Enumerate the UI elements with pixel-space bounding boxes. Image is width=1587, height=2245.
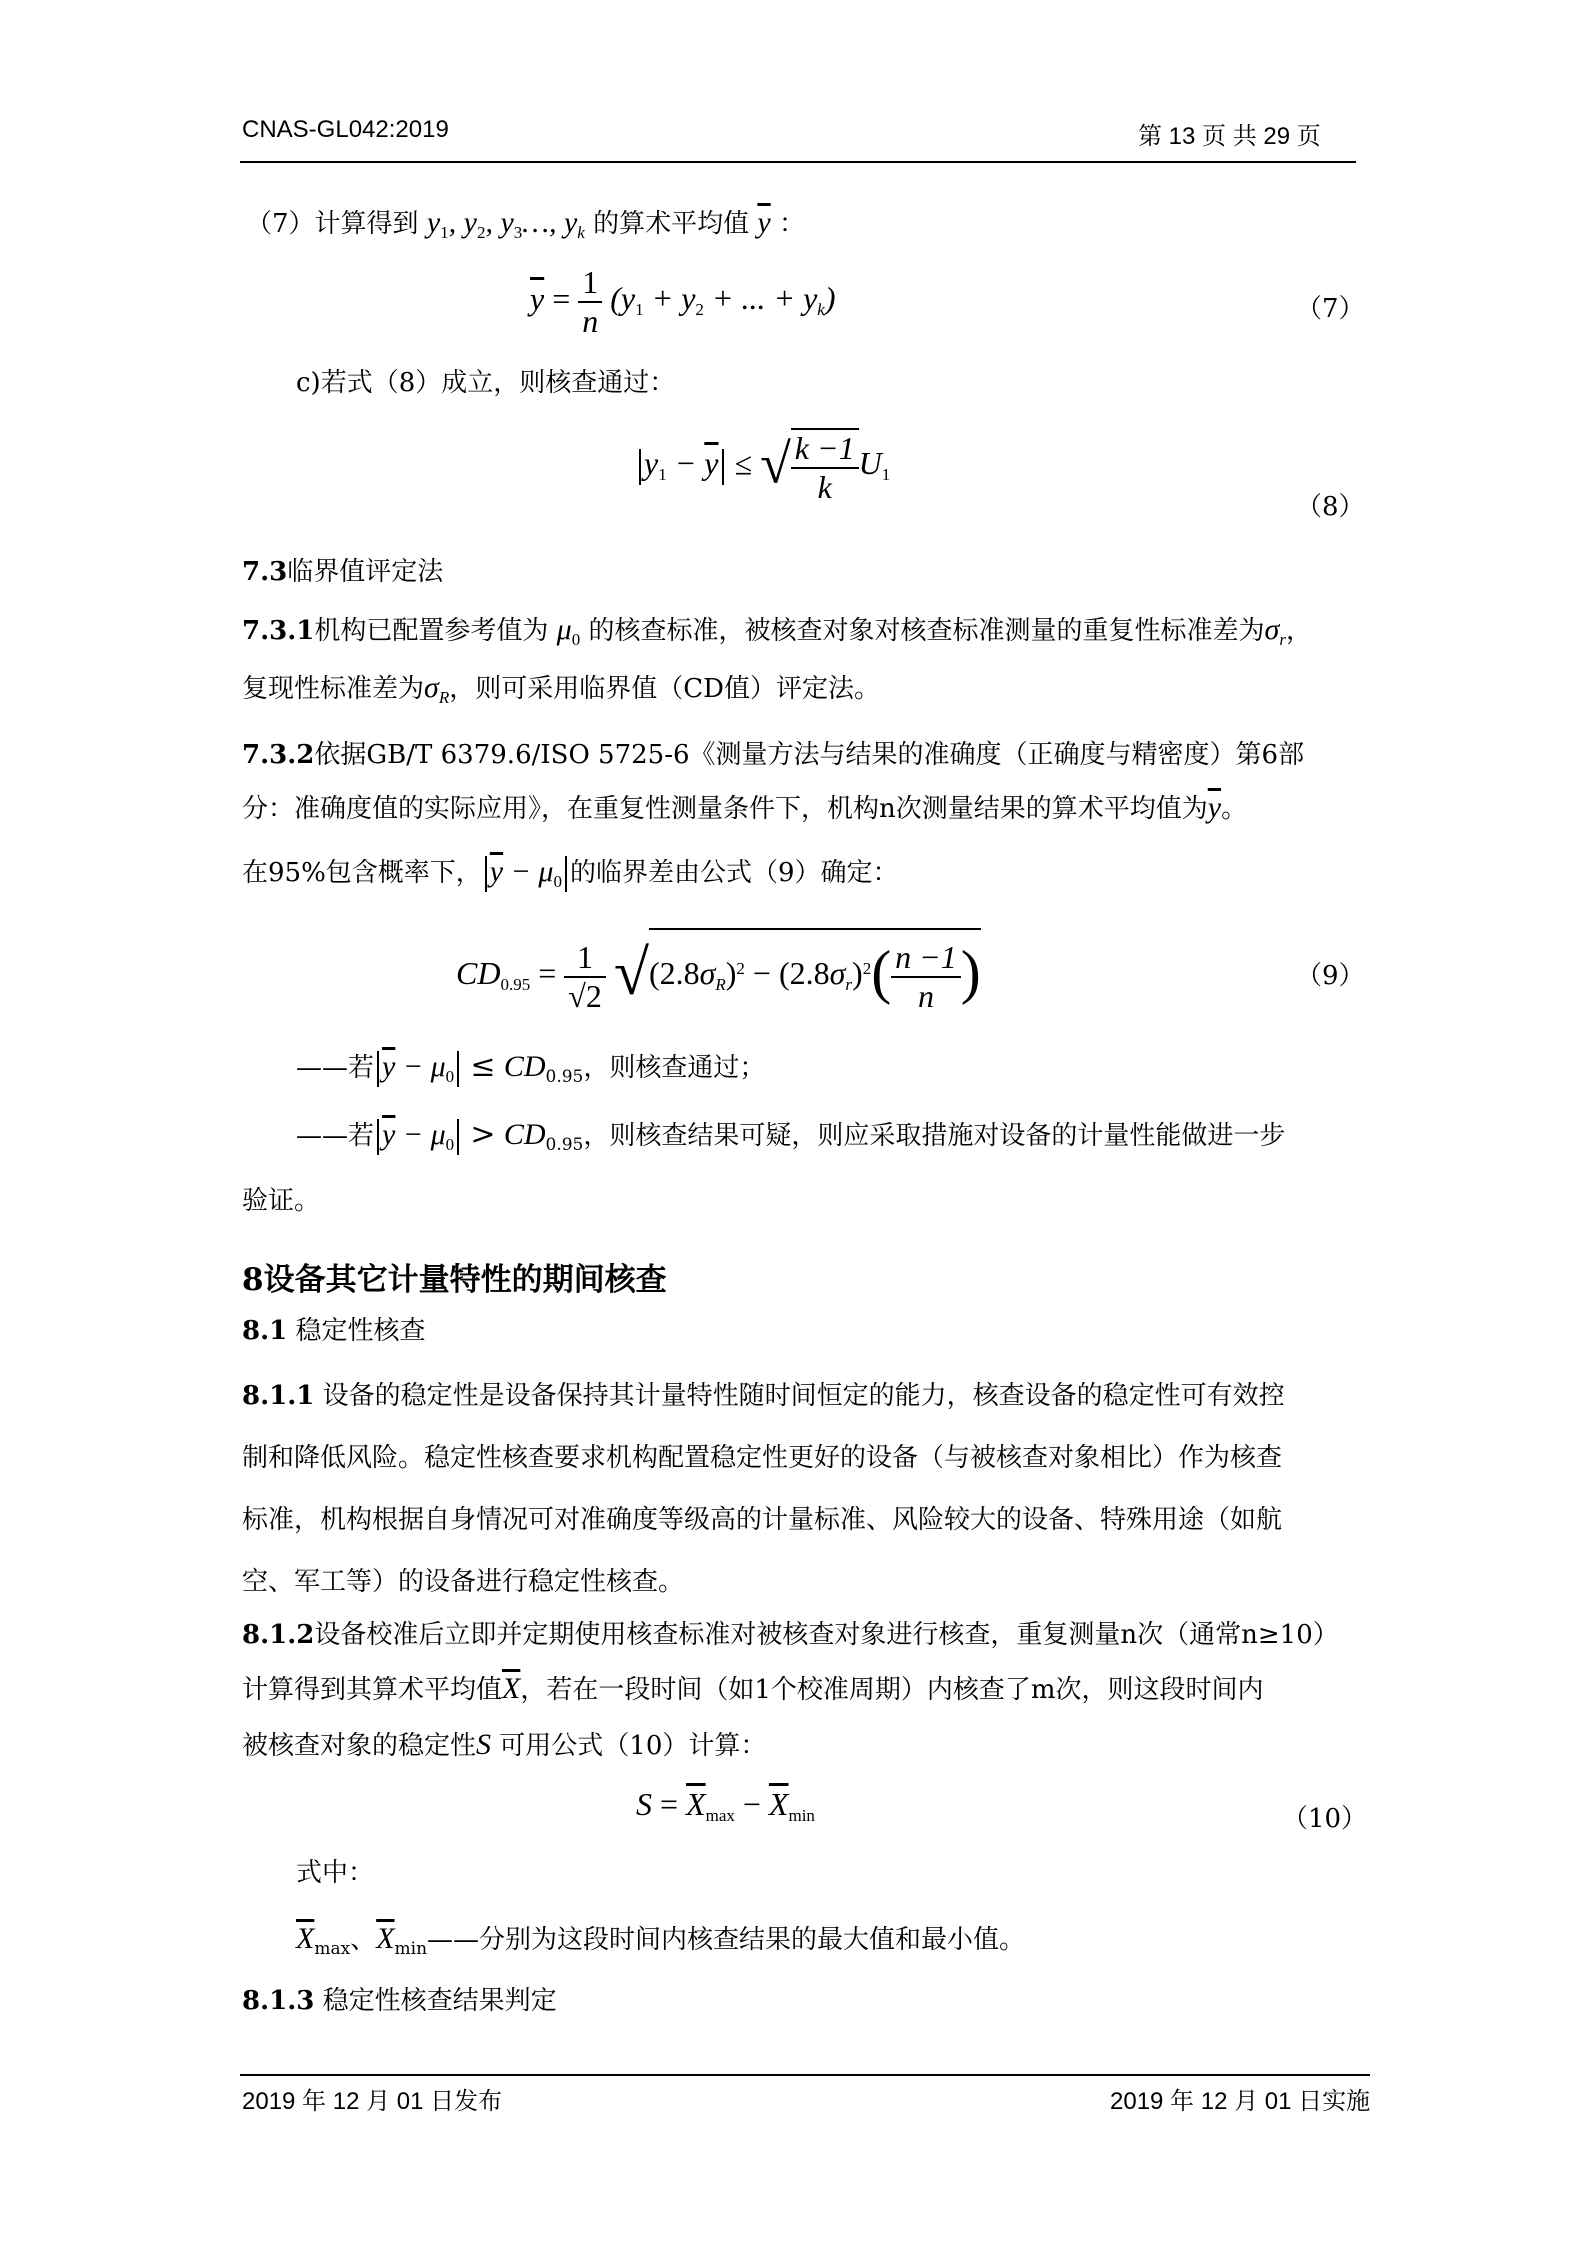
where-definition: $\overline{X}_{max}$、$\overline{X}_{min}——$分别为这段时间内核查结果的最大值和最小值。 [296, 1922, 1026, 1959]
effective-date: 2019 年 12 月 01 日实施 [1110, 2088, 1371, 2115]
section-7-3-2-line2: 分：准确度值的实际应用》，在重复性测量条件下，机构n次测量结果的算术平均值为$\overline{y}$。 [242, 791, 1248, 824]
equation-9: $CD_{0.95}$ = $\frac{1}{√2}$ $√(2.8\sigma R)^2 - (2.8\sigma r)^2$( $\frac{n -1}{n}$ ) [456, 928, 981, 1015]
section-7-3-2-line3: 在95%包含概率下， $\overline{y} - \mu_0$ 的临界差由公式（9）确定： [242, 855, 899, 891]
section-8-1-3-heading: 8.1.3 稳定性核查结果判定 [242, 1986, 557, 2016]
section-7-3-1-line2: 复现性标准差为$\sigma_R$，则可采用临界值（CD值）评定法。 [242, 671, 880, 707]
page-info: 第 13 页 共 29 页 [1138, 123, 1321, 150]
section-8-1-1-l1: 8.1.1 设备的稳定性是设备保持其计量特性随时间恒定的能力，核查设备的稳定性可有效控 [242, 1381, 1285, 1411]
clause-c: c)若式（8）成立，则核查通过： [296, 368, 676, 398]
section-8-1-2-l2: 计算得到其算术平均值$\overline{X}$，若在一段时间（如1个校准周期）内核查了m次，则这段时间内 [242, 1672, 1264, 1705]
header-rule [240, 161, 1356, 163]
section-8-1-2-l1: 8.1.2设备校准后立即并定期使用核查标准对被核查对象进行核查，重复测量n次（通常n≥10） [242, 1620, 1339, 1650]
condition-pass: ——若 $\overline{y} - \mu_0 \le CD_{0.95}$，则核查通过； [296, 1049, 766, 1087]
equation-10: $S = \overline{X}_{max} - \overline{X}_{min}$ [636, 1786, 815, 1825]
step7-line: （7）计算得到 $y_1$, $y_2$, $y_3\dots$, $y_k$ 的算术平均值 $\overline{y}$ ： [246, 206, 805, 242]
equation-8-label: （8） [1296, 492, 1365, 522]
section-8-1-1-l3: 标准，机构根据自身情况可对准确度等级高的计量标准、风险较大的设备、特殊用途（如航 [242, 1505, 1283, 1535]
condition-suspect-cont: 验证。 [242, 1186, 321, 1216]
section-8-1-1-l2: 制和降低风险。稳定性核查要求机构配置稳定性更好的设备（与被核查对象相比）作为核查 [242, 1443, 1283, 1473]
section-7-3-2-line1: 7.3.2依据GB/T 6379.6/ISO 5725-6《测量方法与结果的准确度（正确度与精密度）第6部 [242, 740, 1305, 770]
equation-10-label: （10） [1282, 1804, 1368, 1834]
section-7-3-1-line1: 7.3.1机构已配置参考值为 $\mu_0$ 的核查标准，被核查对象对核查标准测量的重复性标准差为$\sigma_r$， [242, 613, 1312, 649]
section-8-heading: 8设备其它计量特性的期间核查 [242, 1262, 667, 1298]
doc-code: CNAS-GL042:2019 [242, 116, 449, 143]
equation-7-label: （7） [1296, 294, 1365, 324]
section-8-1-heading: 8.1 稳定性核查 [242, 1316, 426, 1346]
section-8-1-1-l4: 空、军工等）的设备进行稳定性核查。 [242, 1567, 685, 1597]
footer-rule [240, 2074, 1370, 2076]
where-label: 式中： [296, 1858, 375, 1888]
section-7-3-heading: 7.3临界值评定法 [242, 557, 444, 587]
section-8-1-2-l3: 被核查对象的稳定性S 可用公式（10）计算： [242, 1728, 767, 1761]
equation-9-label: （9） [1296, 961, 1365, 991]
issued-date: 2019 年 12 月 01 日发布 [242, 2088, 503, 2115]
equation-8: $y_1 - \overline{y}$ ≤ √ $\frac{k -1}{k}$ $U_1$ [636, 428, 890, 506]
condition-suspect: ——若 $\overline{y} - \mu_0 > CD_{0.95}$，则核查结果可疑，则应采取措施对设备的计量性能做进一步 [296, 1117, 1286, 1155]
equation-7: $\overline{y}$ = $\frac{1}{n}$ ($y_1 + y_2$ + ... + yk) [530, 264, 836, 339]
